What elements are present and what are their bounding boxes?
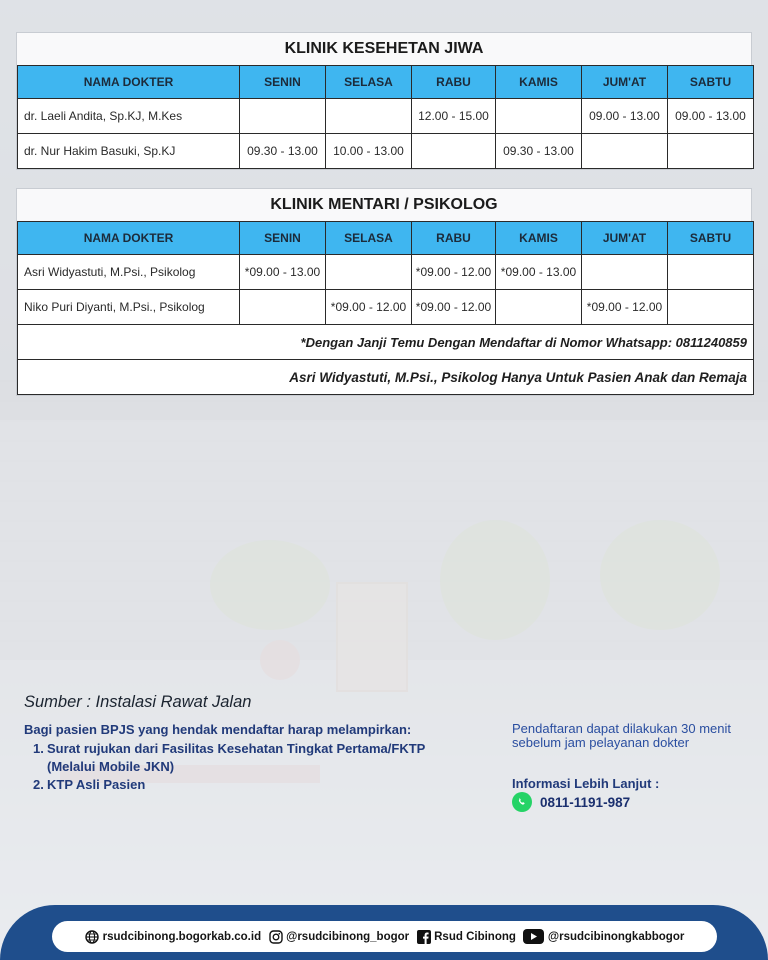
header-selasa: SELASA — [326, 222, 412, 255]
schedule-jumat — [582, 134, 668, 169]
registration-note: Pendaftaran dapat dilakukan 30 menit sebelum jam pelayanan dokter — [512, 721, 731, 750]
footer-contact-bar — [52, 921, 717, 952]
website-text: rsudcibinong.bogorkab.co.id — [102, 930, 262, 943]
header-selasa: SELASA — [326, 66, 412, 99]
whatsapp-icon — [512, 792, 532, 812]
doctor-name: dr. Nur Hakim Basuki, Sp.KJ — [18, 134, 240, 169]
schedule-kamis — [496, 290, 582, 325]
schedule-sabtu — [668, 255, 754, 290]
header-kamis: KAMIS — [496, 66, 582, 99]
header-sabtu: SABTU — [668, 66, 754, 99]
doctor-name: Asri Widyastuti, M.Psi., Psikolog — [18, 255, 240, 290]
header-rabu: RABU — [412, 66, 496, 99]
schedule-kamis: *09.00 - 13.00 — [496, 255, 582, 290]
facebook-text: Rsud Cibinong — [434, 930, 516, 943]
clinic-mentari-panel — [16, 188, 752, 396]
whatsapp-number: 0811-1191-987 — [540, 794, 631, 810]
header-kamis: KAMIS — [496, 222, 582, 255]
appointment-note: *Dengan Janji Temu Dengan Mendaftar di Nomor Whatsapp: 0811240859 — [18, 325, 754, 360]
header-jumat: JUM'AT — [582, 222, 668, 255]
header-jumat: JUM'AT — [582, 66, 668, 99]
table-row — [18, 99, 754, 134]
list-text: KTP Asli Pasien — [47, 777, 146, 792]
schedule-kamis — [496, 99, 582, 134]
more-info-label: Informasi Lebih Lanjut : — [512, 776, 660, 791]
schedule-senin — [240, 99, 326, 134]
table-header-row — [18, 222, 754, 255]
header-senin: SENIN — [240, 66, 326, 99]
list-number: 2. — [33, 777, 44, 792]
clinic-jiwa-title: KLINIK KESEHETAN JIWA — [284, 40, 484, 57]
schedule-senin: 09.30 - 13.00 — [240, 134, 326, 169]
doctor-name: Niko Puri Diyanti, M.Psi., Psikolog — [18, 290, 240, 325]
schedule-selasa: *09.00 - 12.00 — [326, 290, 412, 325]
instagram-icon — [268, 929, 283, 944]
list-item — [33, 776, 425, 794]
youtube-link[interactable] — [523, 929, 684, 944]
patient-note: Asri Widyastuti, M.Psi., Psikolog Hanya Untuk Pasien Anak dan Remaja — [18, 360, 754, 395]
table-row — [18, 290, 754, 325]
schedule-rabu: 12.00 - 15.00 — [412, 99, 496, 134]
header-nama-dokter: NAMA DOKTER — [18, 222, 240, 255]
table-row — [18, 134, 754, 169]
schedule-sabtu — [668, 134, 754, 169]
table-header-row — [18, 66, 754, 99]
header-rabu: RABU — [412, 222, 496, 255]
list-number: 1. — [33, 741, 44, 756]
clinic-mentari-title: KLINIK MENTARI / PSIKOLOG — [270, 196, 498, 213]
whatsapp-contact[interactable] — [512, 792, 630, 812]
schedule-jumat: 09.00 - 13.00 — [582, 99, 668, 134]
schedule-selasa — [326, 255, 412, 290]
table-row — [18, 255, 754, 290]
schedule-kamis: 09.30 - 13.00 — [496, 134, 582, 169]
doctor-name: dr. Laeli Andita, Sp.KJ, M.Kes — [18, 99, 240, 134]
schedule-rabu: *09.00 - 12.00 — [412, 290, 496, 325]
schedule-sabtu: 09.00 - 13.00 — [668, 99, 754, 134]
instagram-link[interactable] — [268, 929, 409, 944]
clinic-jiwa-panel — [16, 32, 752, 170]
schedule-jumat — [582, 255, 668, 290]
schedule-selasa: 10.00 - 13.00 — [326, 134, 412, 169]
facebook-icon — [416, 929, 431, 944]
clinic-mentari-table — [17, 221, 754, 395]
youtube-icon — [523, 929, 545, 944]
schedule-jumat: *09.00 - 12.00 — [582, 290, 668, 325]
schedule-rabu — [412, 134, 496, 169]
header-senin: SENIN — [240, 222, 326, 255]
header-nama-dokter: NAMA DOKTER — [18, 66, 240, 99]
list-item — [33, 740, 425, 776]
website-link[interactable] — [85, 929, 261, 944]
source-text: Sumber : Instalasi Rawat Jalan — [24, 693, 252, 711]
schedule-sabtu — [668, 290, 754, 325]
list-subtext: (Melalui Mobile JKN) — [47, 759, 175, 774]
header-sabtu: SABTU — [668, 222, 754, 255]
schedule-rabu: *09.00 - 12.00 — [412, 255, 496, 290]
schedule-selasa — [326, 99, 412, 134]
globe-icon — [85, 929, 100, 944]
schedule-senin: *09.00 - 13.00 — [240, 255, 326, 290]
bpjs-heading: Bagi pasien BPJS yang hendak mendaftar harap melampirkan: — [24, 722, 412, 737]
requirements-list — [33, 740, 425, 794]
clinic-jiwa-table — [17, 65, 754, 169]
schedule-senin — [240, 290, 326, 325]
patient-note-row — [18, 360, 754, 395]
instagram-text: @rsudcibinong_bogor — [286, 930, 410, 943]
facebook-link[interactable] — [416, 929, 516, 944]
appointment-note-row — [18, 325, 754, 360]
youtube-text: @rsudcibinongkabbogor — [547, 930, 685, 943]
list-text: Surat rujukan dari Fasilitas Kesehatan Tingkat Pertama/FKTP — [47, 741, 426, 756]
